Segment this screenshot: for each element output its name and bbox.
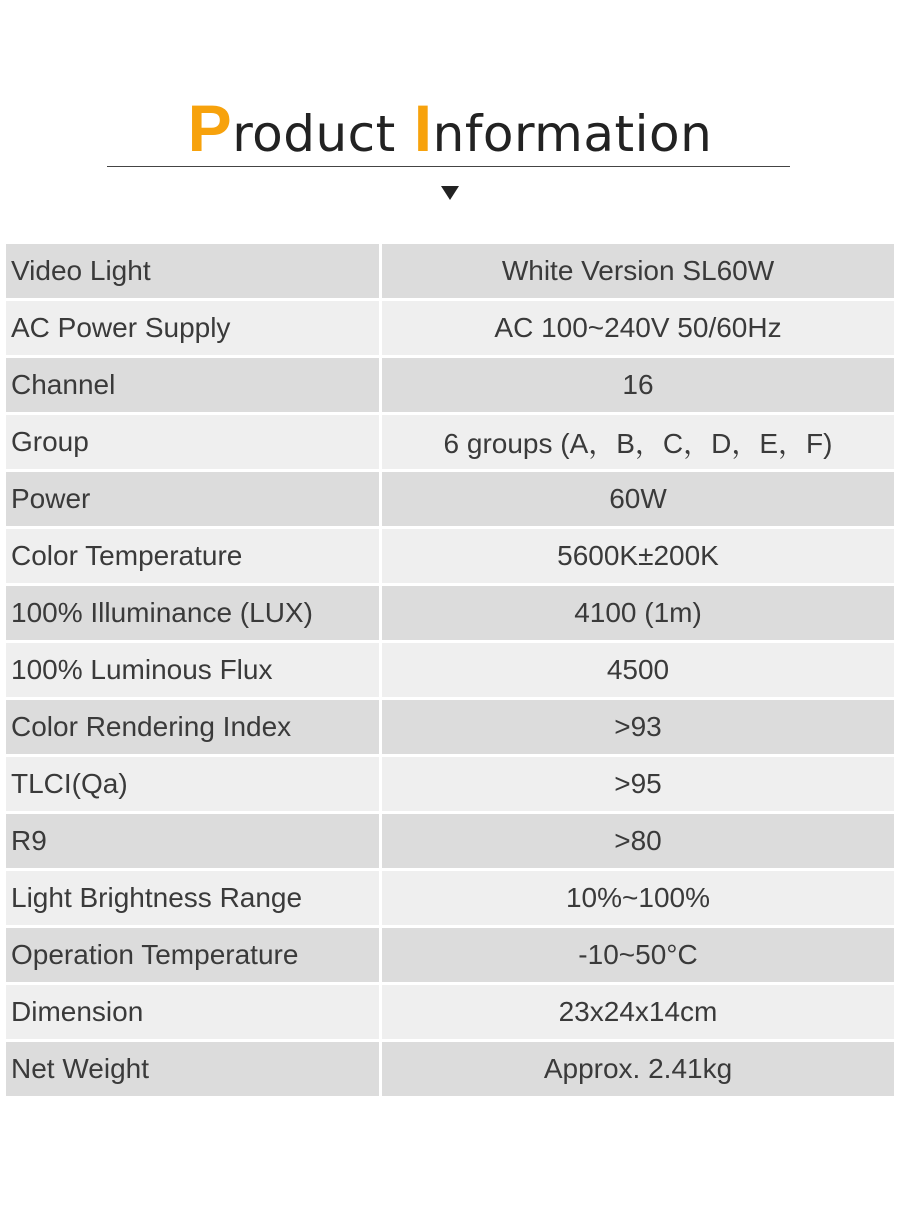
spec-label: Video Light [6, 244, 379, 298]
spec-value: 10%~100% [382, 871, 894, 925]
spec-row-ac-power-supply [6, 301, 894, 355]
spec-row-r9 [6, 814, 894, 868]
triangle-down-icon [441, 186, 459, 200]
spec-label: Light Brightness Range [6, 871, 379, 925]
spec-row-video-light [6, 244, 894, 298]
spec-table [6, 244, 894, 1096]
spec-label: R9 [6, 814, 379, 868]
spec-value: -10~50°C [382, 928, 894, 982]
spec-label: 100% Illuminance (LUX) [6, 586, 379, 640]
spec-label: AC Power Supply [6, 301, 379, 355]
spec-row-group [6, 415, 894, 469]
spec-label: TLCI(Qa) [6, 757, 379, 811]
spec-row-luminous-flux [6, 643, 894, 697]
spec-value: >95 [382, 757, 894, 811]
spec-label: Power [6, 472, 379, 526]
title-initial-p: P [187, 91, 233, 165]
spec-label: Net Weight [6, 1042, 379, 1096]
spec-label: Dimension [6, 985, 379, 1039]
page-title [0, 88, 900, 174]
spec-value: 60W [382, 472, 894, 526]
title-word-information-rest: nformation [432, 105, 713, 163]
spec-label: Channel [6, 358, 379, 412]
spec-row-dimension [6, 985, 894, 1039]
spec-value: AC 100~240V 50/60Hz [382, 301, 894, 355]
spec-row-operation-temperature [6, 928, 894, 982]
spec-value: >93 [382, 700, 894, 754]
spec-label: Group [6, 415, 379, 469]
spec-value: 6 groups (A，B，C，D，E，F) [382, 415, 894, 469]
spec-value: White Version SL60W [382, 244, 894, 298]
spec-row-power [6, 472, 894, 526]
spec-row-brightness-range [6, 871, 894, 925]
spec-label: Color Temperature [6, 529, 379, 583]
spec-value: 4500 [382, 643, 894, 697]
spec-row-channel [6, 358, 894, 412]
title-initial-i: I [413, 91, 433, 165]
spec-label: Operation Temperature [6, 928, 379, 982]
spec-value: >80 [382, 814, 894, 868]
spec-value: 4100 (1m) [382, 586, 894, 640]
spec-row-tlci [6, 757, 894, 811]
spec-value: 5600K±200K [382, 529, 894, 583]
title-word-product-rest: roduct [232, 105, 396, 163]
spec-row-cri [6, 700, 894, 754]
spec-label: Color Rendering Index [6, 700, 379, 754]
title-divider [107, 166, 790, 167]
spec-row-net-weight [6, 1042, 894, 1096]
spec-label: 100% Luminous Flux [6, 643, 379, 697]
spec-row-illuminance [6, 586, 894, 640]
spec-value: Approx. 2.41kg [382, 1042, 894, 1096]
spec-row-color-temperature [6, 529, 894, 583]
spec-value: 23x24x14cm [382, 985, 894, 1039]
spec-value: 16 [382, 358, 894, 412]
